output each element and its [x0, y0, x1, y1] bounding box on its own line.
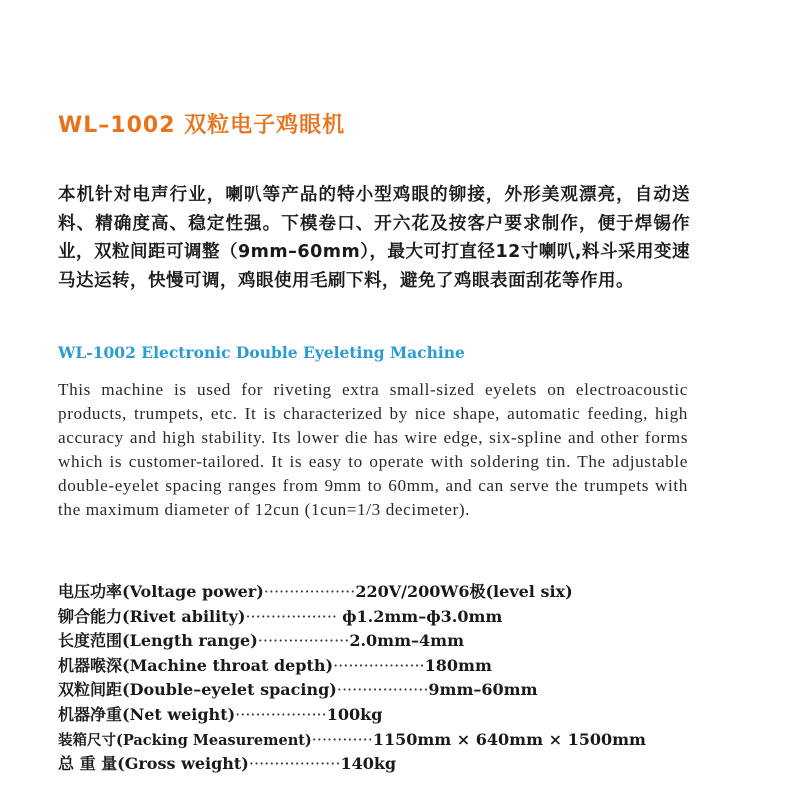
spec-value: 140kg — [340, 754, 397, 774]
spec-value: 100kg — [326, 704, 383, 724]
spec-label: 电压功率(Voltage power) — [58, 582, 264, 601]
spec-label: 装箱尺寸(Packing Measurement) — [58, 731, 312, 749]
spec-leader-dots: ·················· — [333, 655, 425, 675]
spec-leader-dots: ·················· — [235, 704, 327, 724]
product-description-english: This machine is used for riveting extra small-sized eyelets on electroacoustic products, trumpets, etc. It is characterized by nice shape, automatic feeding, high accuracy and high stability. Its lower die has wire edge, six-spline and other forms which is customer-tailored. It is easy to operate with soldering tin. The adjustable double-eyelet spacing ranges from 9mm to 60mm, and can serve the trumpets with the maximum diameter of 12cun (1cun=1/3 decimeter). — [58, 380, 688, 519]
spec-value: 2.0mm–4mm — [349, 631, 465, 651]
spec-leader-dots: ············ — [311, 729, 373, 749]
spec-value: 220V/200W6极(level six) — [355, 582, 573, 601]
spec-value: 180mm — [424, 655, 492, 675]
spec-value: 1150mm × 640mm × 1500mm — [372, 729, 646, 749]
spec-row-net-weight — [58, 703, 698, 728]
specification-list — [58, 580, 698, 777]
spec-leader-dots: ·················· — [263, 582, 356, 601]
spec-label: 双粒间距(Double–eyelet spacing) — [58, 680, 337, 700]
spec-leader-dots: ·················· — [245, 606, 343, 626]
product-title-chinese: WL–1002 双粒电子鸡眼机 — [58, 113, 346, 138]
spec-label: 机器喉深(Machine throat depth) — [58, 655, 334, 675]
spec-label: 铆合能力(Rivet ability) — [58, 606, 246, 626]
product-description-chinese: 本机针对电声行业，喇叭等产品的特小型鸡眼的铆接，外形美观漂亮，自动送料、精确度高、稳定性强。下模卷口、开六花及按客户要求制作，便于焊锡作业，双粒间距可调整（9mm–60mm），最大可打直径12寸喇叭,料斗采用变速马达运转，快慢可调，鸡眼使用毛刷下料，避免了鸡眼表面刮花等作用。 — [58, 185, 690, 291]
spec-row-length-range — [58, 629, 698, 654]
spec-row-machine-throat-depth — [58, 654, 698, 679]
spec-row-packing-measurement — [58, 728, 698, 753]
spec-label: 长度范围(Length range) — [58, 631, 258, 651]
spec-label: 总 重 量(Gross weight) — [58, 754, 249, 774]
spec-leader-dots: ·················· — [257, 631, 350, 651]
spec-value: 9mm–60mm — [428, 680, 538, 700]
spec-row-gross-weight — [58, 752, 698, 777]
spec-row-rivet-ability — [58, 605, 698, 630]
spec-row-double-eyelet-spacing — [58, 678, 698, 703]
spec-leader-dots: ·················· — [336, 680, 429, 700]
spec-value: ф1.2mm–ф3.0mm — [342, 606, 503, 626]
spec-label: 机器净重(Net weight) — [58, 704, 236, 724]
product-title-english: WL-1002 Electronic Double Eyeleting Machine — [58, 343, 465, 362]
spec-row-voltage-power — [58, 580, 698, 605]
spec-leader-dots: ·················· — [248, 754, 341, 774]
